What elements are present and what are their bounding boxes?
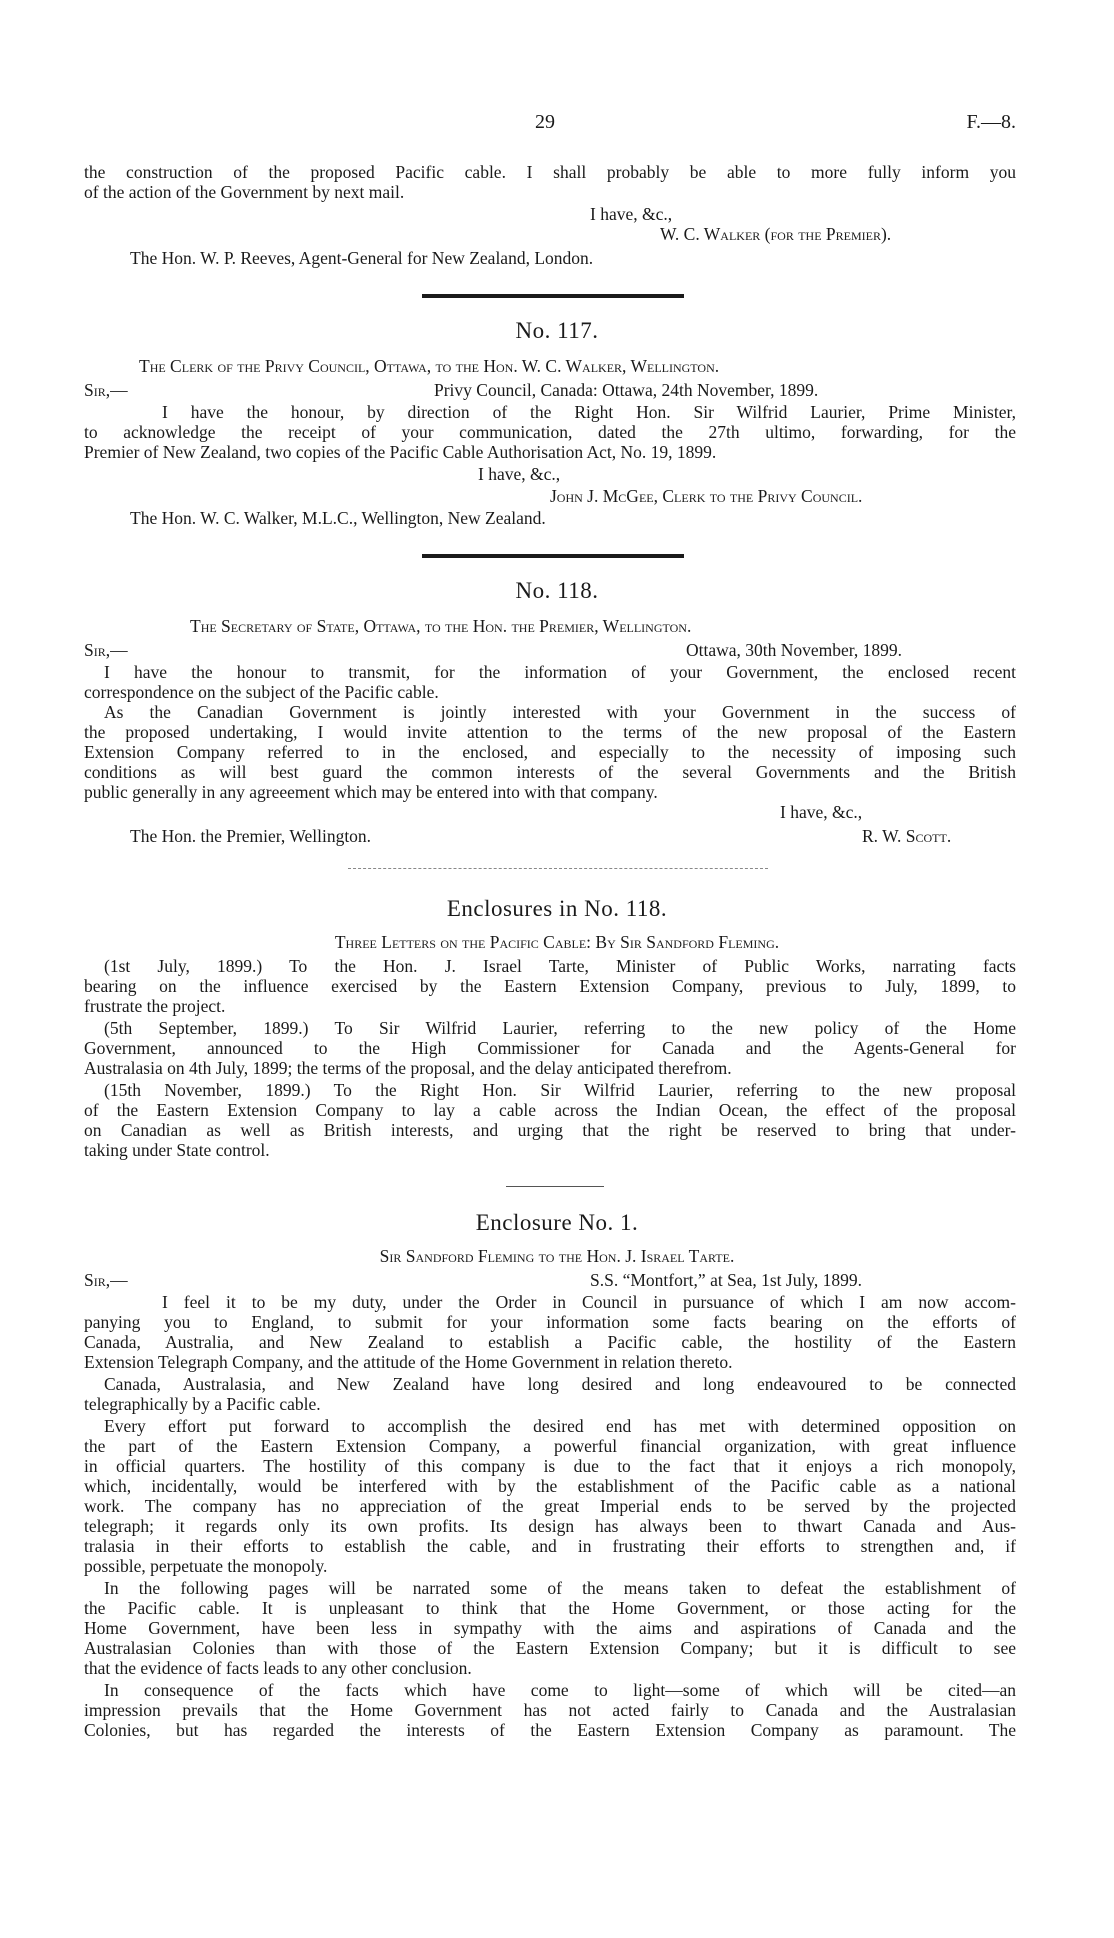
text-line: Premier of New Zealand, two copies of the Pacific Cable Authorisation Act, No. 19, 1899. bbox=[84, 442, 717, 462]
section-divider bbox=[506, 1186, 604, 1187]
place-date: Ottawa, 30th November, 1899. bbox=[686, 640, 903, 660]
addressee: The Hon. W. C. Walker, M.L.C., Wellington, New Zealand. bbox=[130, 508, 546, 528]
text-line: in official quarters. The hostility of this company is due to the fact that it enjoys a rich monopoly, bbox=[84, 1456, 1016, 1476]
text-line: Colonies, but has regarded the interests of the Eastern Extension Company as paramount. The bbox=[84, 1720, 1016, 1740]
closing-i-have: I have, &c., bbox=[478, 464, 561, 484]
document-reference: F.—8. bbox=[966, 111, 1016, 133]
text-line: In the following pages will be narrated some of the means taken to defeat the establishment of bbox=[104, 1578, 1016, 1598]
text-line: the Pacific cable. It is unpleasant to think that the Home Government, or those acting for the bbox=[84, 1598, 1016, 1618]
letter-heading-117: No. 117. bbox=[515, 318, 599, 343]
section-divider bbox=[422, 294, 684, 298]
text-line: (1st July, 1899.) To the Hon. J. Israel Tarte, Minister of Public Works, narrating facts bbox=[104, 956, 1016, 976]
section-divider bbox=[422, 554, 684, 558]
text-line: the part of the Eastern Extension Company, a powerful financial organization, with great influence bbox=[84, 1436, 1016, 1456]
text-line: work. The company has no appreciation of the great Imperial ends to be served by the projected bbox=[84, 1496, 1016, 1516]
text-line: Australasia on 4th July, 1899; the terms of the proposal, and the delay anticipated therefrom. bbox=[84, 1058, 732, 1078]
place-date: Privy Council, Canada: Ottawa, 24th November, 1899. bbox=[434, 380, 819, 400]
text-line: (5th September, 1899.) To Sir Wilfrid Laurier, referring to the new policy of the Home bbox=[104, 1018, 1016, 1038]
enclosure-subheading: Sir Sandford Fleming to the Hon. J. Israel Tarte. bbox=[379, 1246, 735, 1266]
text-line: Home Government, have been less in sympathy with the aims and aspirations of Canada and the bbox=[84, 1618, 1016, 1638]
text-line: of the action of the Government by next mail. bbox=[84, 182, 405, 202]
closing-i-have: I have, &c., bbox=[590, 204, 673, 224]
text-line: on Canadian as well as British interests, and urging that the right be reserved to bring that under- bbox=[84, 1120, 1016, 1140]
text-line: panying you to England, to submit for your information some facts bearing on the efforts of bbox=[84, 1312, 1016, 1332]
letter-subheading-117: The Clerk of the Privy Council, Ottawa, to the Hon. W. C. Walker, Wellington. bbox=[139, 356, 720, 376]
text-line: Canada, Australasia, and New Zealand have long desired and long endeavoured to be connected bbox=[104, 1374, 1016, 1394]
text-line: Every effort put forward to accomplish the desired end has met with determined opposition on bbox=[104, 1416, 1016, 1436]
salutation: Sir,— bbox=[84, 640, 128, 660]
text-line: telegraph; it regards only its own profits. Its design has always been to thwart Canada and Aus- bbox=[84, 1516, 1016, 1536]
page-number: 29 bbox=[535, 111, 555, 133]
enclosure-heading: Enclosure No. 1. bbox=[475, 1210, 639, 1235]
signature: W. C. Walker (for the Premier). bbox=[660, 224, 892, 244]
text-line: Canada, Australia, and New Zealand to establish a Pacific cable, the hostility of the Eastern bbox=[84, 1332, 1016, 1352]
text-line: In consequence of the facts which have come to light—some of which will be cited—an bbox=[104, 1680, 1016, 1700]
enclosures-heading: Enclosures in No. 118. bbox=[446, 896, 668, 921]
text-line: to acknowledge the receipt of your communication, dated the 27th ultimo, forwarding, for the bbox=[84, 422, 1016, 442]
text-line: that the evidence of facts leads to any other conclusion. bbox=[84, 1658, 472, 1678]
text-line: frustrate the project. bbox=[84, 996, 226, 1016]
letter-heading-118: No. 118. bbox=[515, 578, 599, 603]
text-line: I have the honour, by direction of the Right Hon. Sir Wilfrid Laurier, Prime Minister, bbox=[162, 402, 1016, 422]
text-line: I have the honour to transmit, for the information of your Government, the enclosed recent bbox=[104, 662, 1016, 682]
text-line: tralasia in their efforts to establish the cable, and in frustrating their efforts to strengthen and, if bbox=[84, 1536, 1016, 1556]
signature: John J. McGee, Clerk to the Privy Council. bbox=[550, 486, 863, 506]
section-divider bbox=[348, 868, 768, 869]
text-line: (15th November, 1899.) To the Right Hon. Sir Wilfrid Laurier, referring to the new proposal bbox=[104, 1080, 1016, 1100]
text-line: impression prevails that the Home Government has not acted fairly to Canada and the Australasian bbox=[84, 1700, 1016, 1720]
salutation: Sir,— bbox=[84, 1270, 128, 1290]
text-line: Extension Company referred to in the enclosed, and especially to the necessity of imposing such bbox=[84, 742, 1016, 762]
closing-i-have: I have, &c., bbox=[780, 802, 863, 822]
text-line: the proposed undertaking, I would invite attention to the terms of the new proposal of the Eastern bbox=[84, 722, 1016, 742]
place-date: S.S. “Montfort,” at Sea, 1st July, 1899. bbox=[590, 1270, 863, 1290]
text-line: taking under State control. bbox=[84, 1140, 270, 1160]
text-line: which, incidentally, would be interfered with by the establishment of the Pacific cable as a national bbox=[84, 1476, 1016, 1496]
addressee: The Hon. the Premier, Wellington. bbox=[130, 826, 372, 846]
enclosures-subheading: Three Letters on the Pacific Cable: By Sir Sandford Fleming. bbox=[334, 932, 780, 952]
text-line: bearing on the influence exercised by the Eastern Extension Company, previous to July, 1899, to bbox=[84, 976, 1016, 996]
text-line: I feel it to be my duty, under the Order in Council in pursuance of which I am now accom- bbox=[162, 1292, 1016, 1312]
signature: R. W. Scott. bbox=[862, 826, 952, 846]
text-line: public generally in any agreeement which may be entered into with that company. bbox=[84, 782, 658, 802]
salutation: Sir,— bbox=[84, 380, 128, 400]
text-line: As the Canadian Government is jointly interested with your Government in the success of bbox=[104, 702, 1016, 722]
text-line: the construction of the proposed Pacific cable. I shall probably be able to more fully inform you bbox=[84, 162, 1016, 182]
text-line: Government, announced to the High Commissioner for Canada and the Agents-General for bbox=[84, 1038, 1016, 1058]
text-line: correspondence on the subject of the Pacific cable. bbox=[84, 682, 439, 702]
addressee: The Hon. W. P. Reeves, Agent-General for New Zealand, London. bbox=[130, 248, 594, 268]
text-line: conditions as will best guard the common interests of the several Governments and the British bbox=[84, 762, 1016, 782]
letter-subheading-118: The Secretary of State, Ottawa, to the Hon. the Premier, Wellington. bbox=[190, 616, 692, 636]
text-line: Extension Telegraph Company, and the attitude of the Home Government in relation thereto. bbox=[84, 1352, 733, 1372]
text-line: possible, perpetuate the monopoly. bbox=[84, 1556, 328, 1576]
text-line: Australasian Colonies than with those of the Eastern Extension Company; but it is difficult to see bbox=[84, 1638, 1016, 1658]
text-line: telegraphically by a Pacific cable. bbox=[84, 1394, 321, 1414]
text-line: of the Eastern Extension Company to lay a cable across the Indian Ocean, the effect of the proposal bbox=[84, 1100, 1016, 1120]
